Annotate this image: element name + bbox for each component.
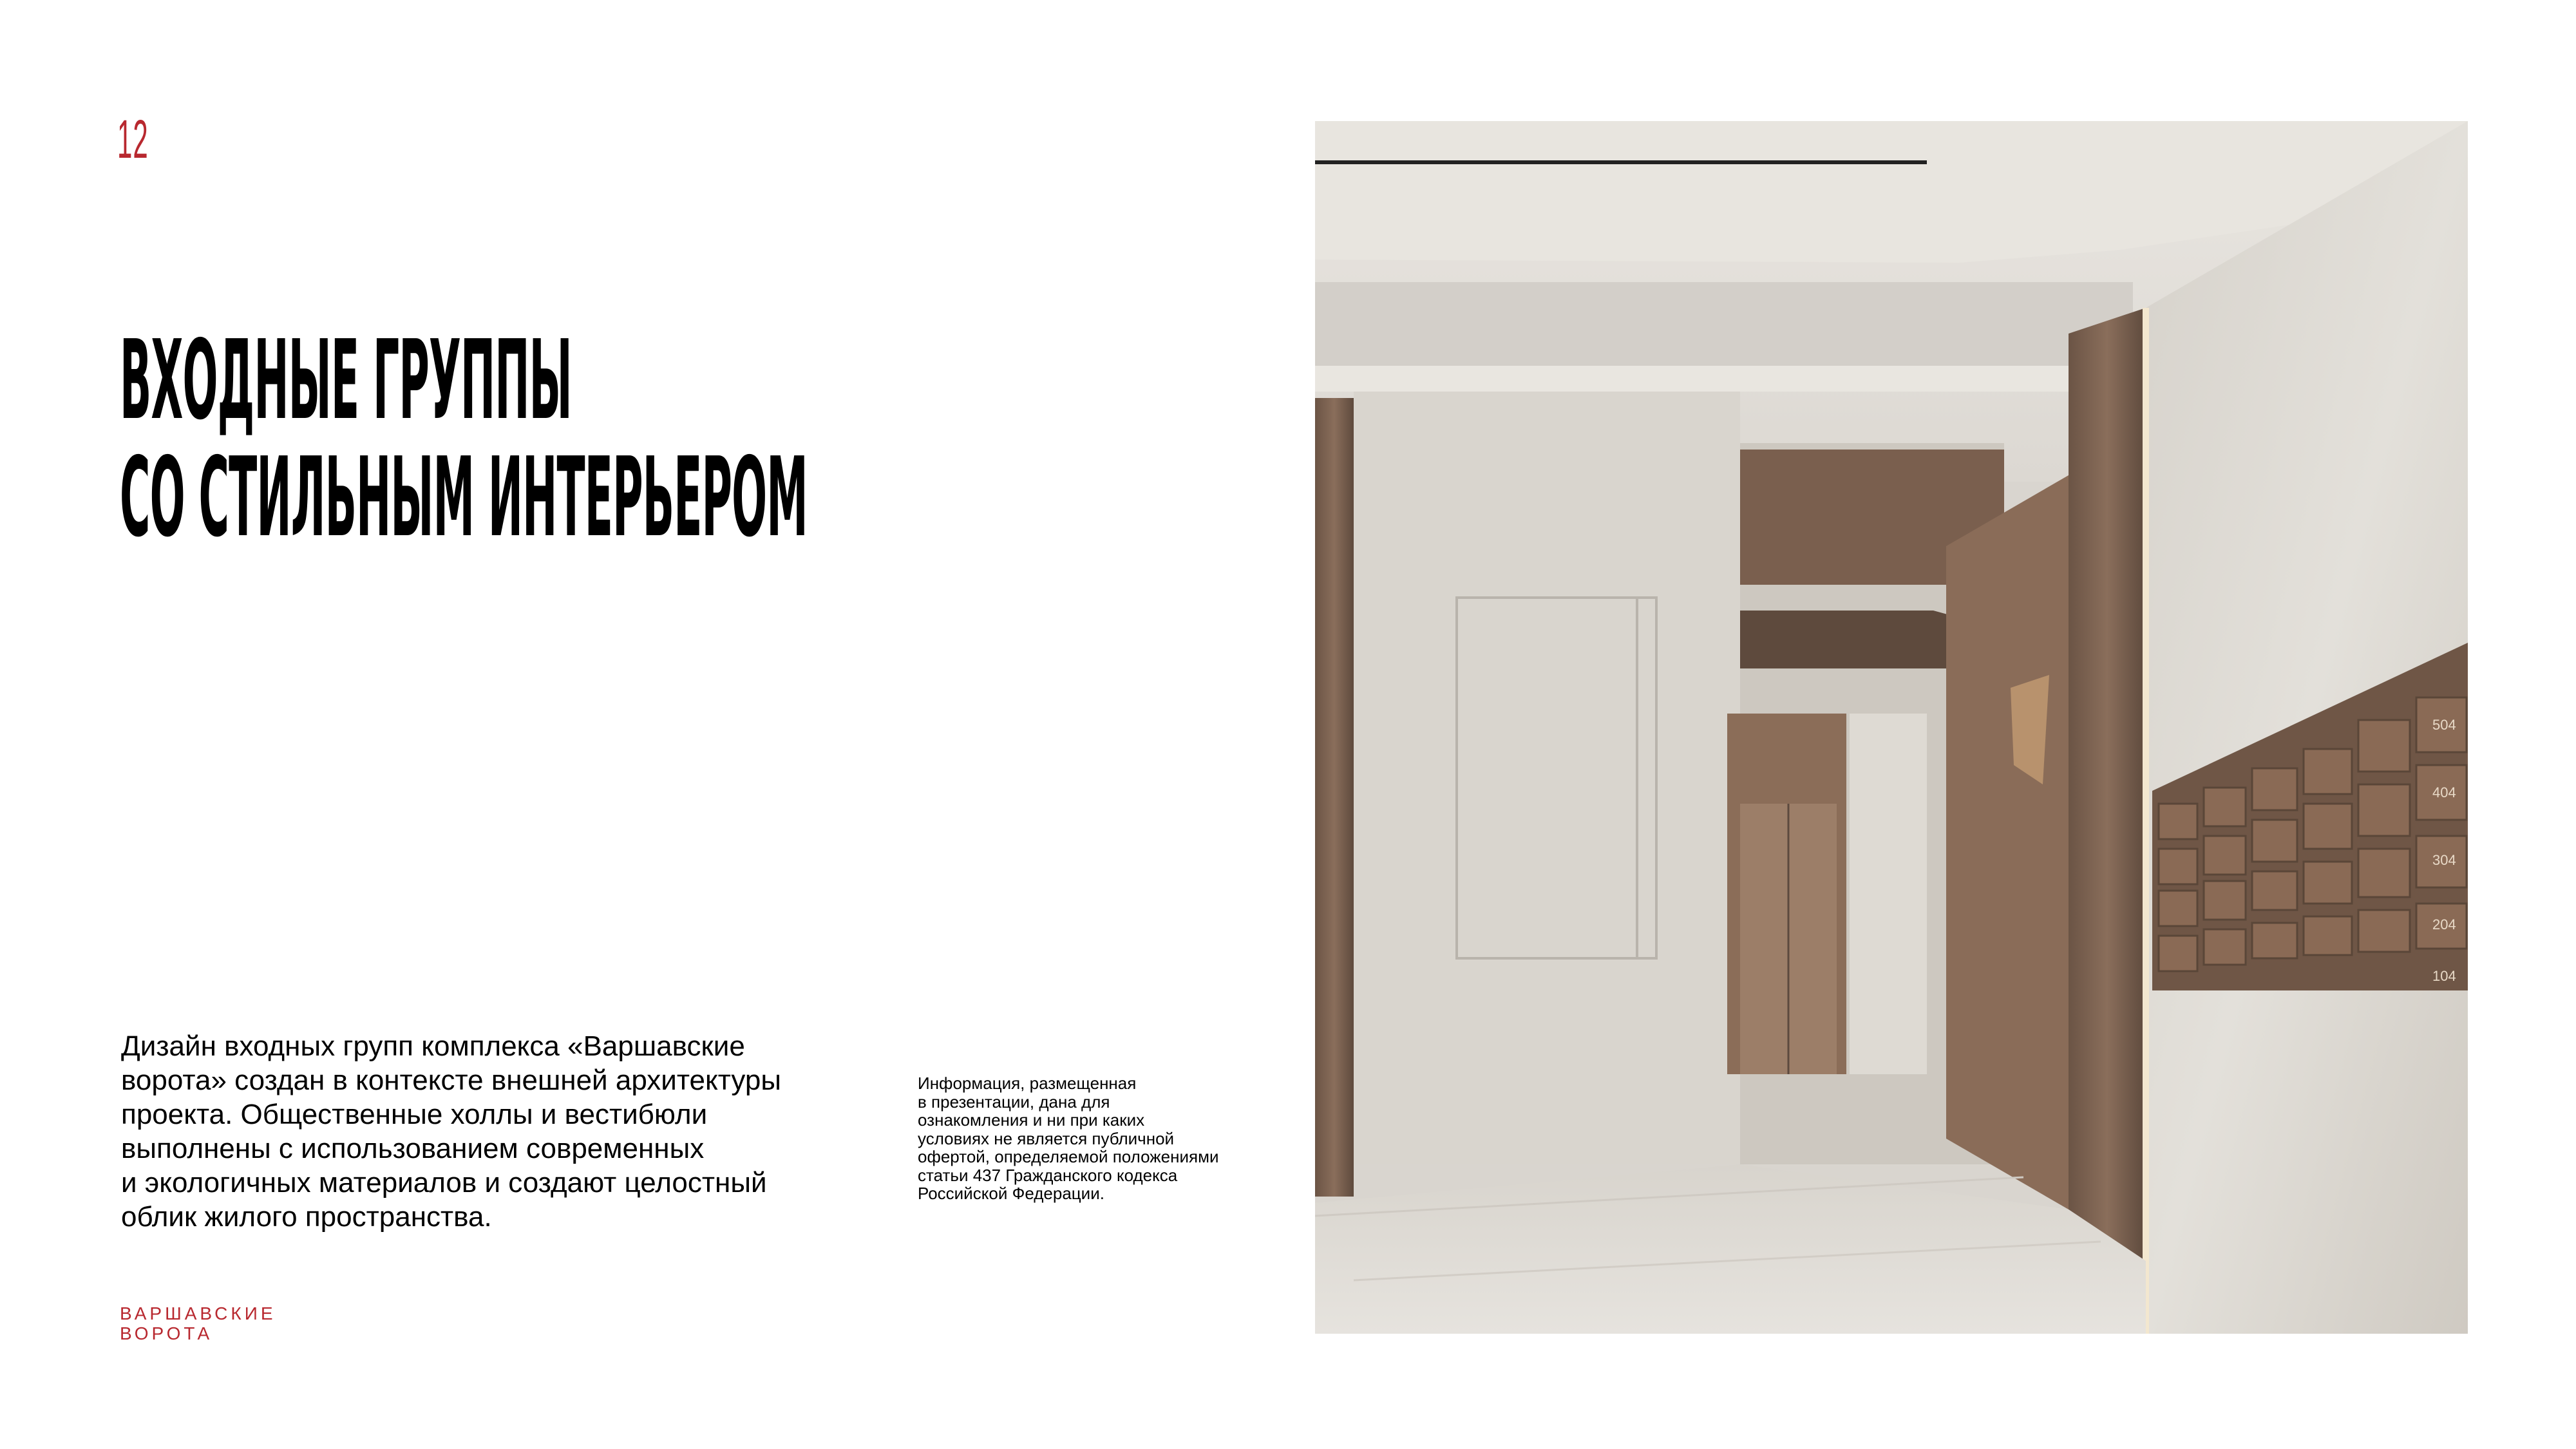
disclaimer-line: условиях не является публичной <box>918 1128 1175 1148</box>
lobby-interior-photo <box>1315 121 2468 1334</box>
lead-line: и экологичных материалов и создают целостный <box>121 1167 767 1198</box>
page-number: 12 <box>117 109 149 169</box>
page-title <box>120 317 808 562</box>
lead-line: Дизайн входных групп комплекса «Варшавские <box>121 1030 745 1062</box>
brand-logo <box>120 1303 276 1343</box>
lead-line: ворота» создан в контексте внешней архитектуры <box>121 1065 781 1096</box>
lobby-interior-illustration <box>1315 121 2468 1334</box>
mailbox-number: 304 <box>2432 852 2456 868</box>
brand-logo-line-1: ВАРШАВСКИЕ <box>120 1303 276 1323</box>
lead-paragraph <box>121 1029 868 1234</box>
disclaimer-line: Российской Федерации. <box>918 1184 1104 1203</box>
mailbox-number: 404 <box>2432 784 2456 800</box>
lead-line: выполнены с использованием современных <box>121 1133 705 1164</box>
mailbox-number: 504 <box>2432 717 2456 733</box>
disclaimer-line: офертой, определяемой положениями <box>918 1147 1219 1166</box>
disclaimer-line: статьи 437 Гражданского кодекса <box>918 1165 1178 1185</box>
lead-line: облик жилого пространства. <box>121 1201 492 1233</box>
mailbox-number: 104 <box>2432 968 2456 984</box>
brand-logo-line-2: ВОРОТА <box>120 1323 213 1343</box>
disclaimer-line: в презентации, дана для <box>918 1092 1110 1112</box>
lead-line: проекта. Общественные холлы и вестибюли <box>121 1099 708 1130</box>
disclaimer-line: ознакомления и ни при каких <box>918 1110 1145 1130</box>
page-title-line-1: ВХОДНЫЕ ГРУППЫ <box>120 317 572 444</box>
legal-disclaimer <box>918 1074 1304 1203</box>
page-title-line-2: СО СТИЛЬНЫМ ИНТЕРЬЕРОМ <box>120 434 808 562</box>
disclaimer-line: Информация, размещенная <box>918 1074 1137 1093</box>
mailbox-number: 204 <box>2432 916 2456 933</box>
